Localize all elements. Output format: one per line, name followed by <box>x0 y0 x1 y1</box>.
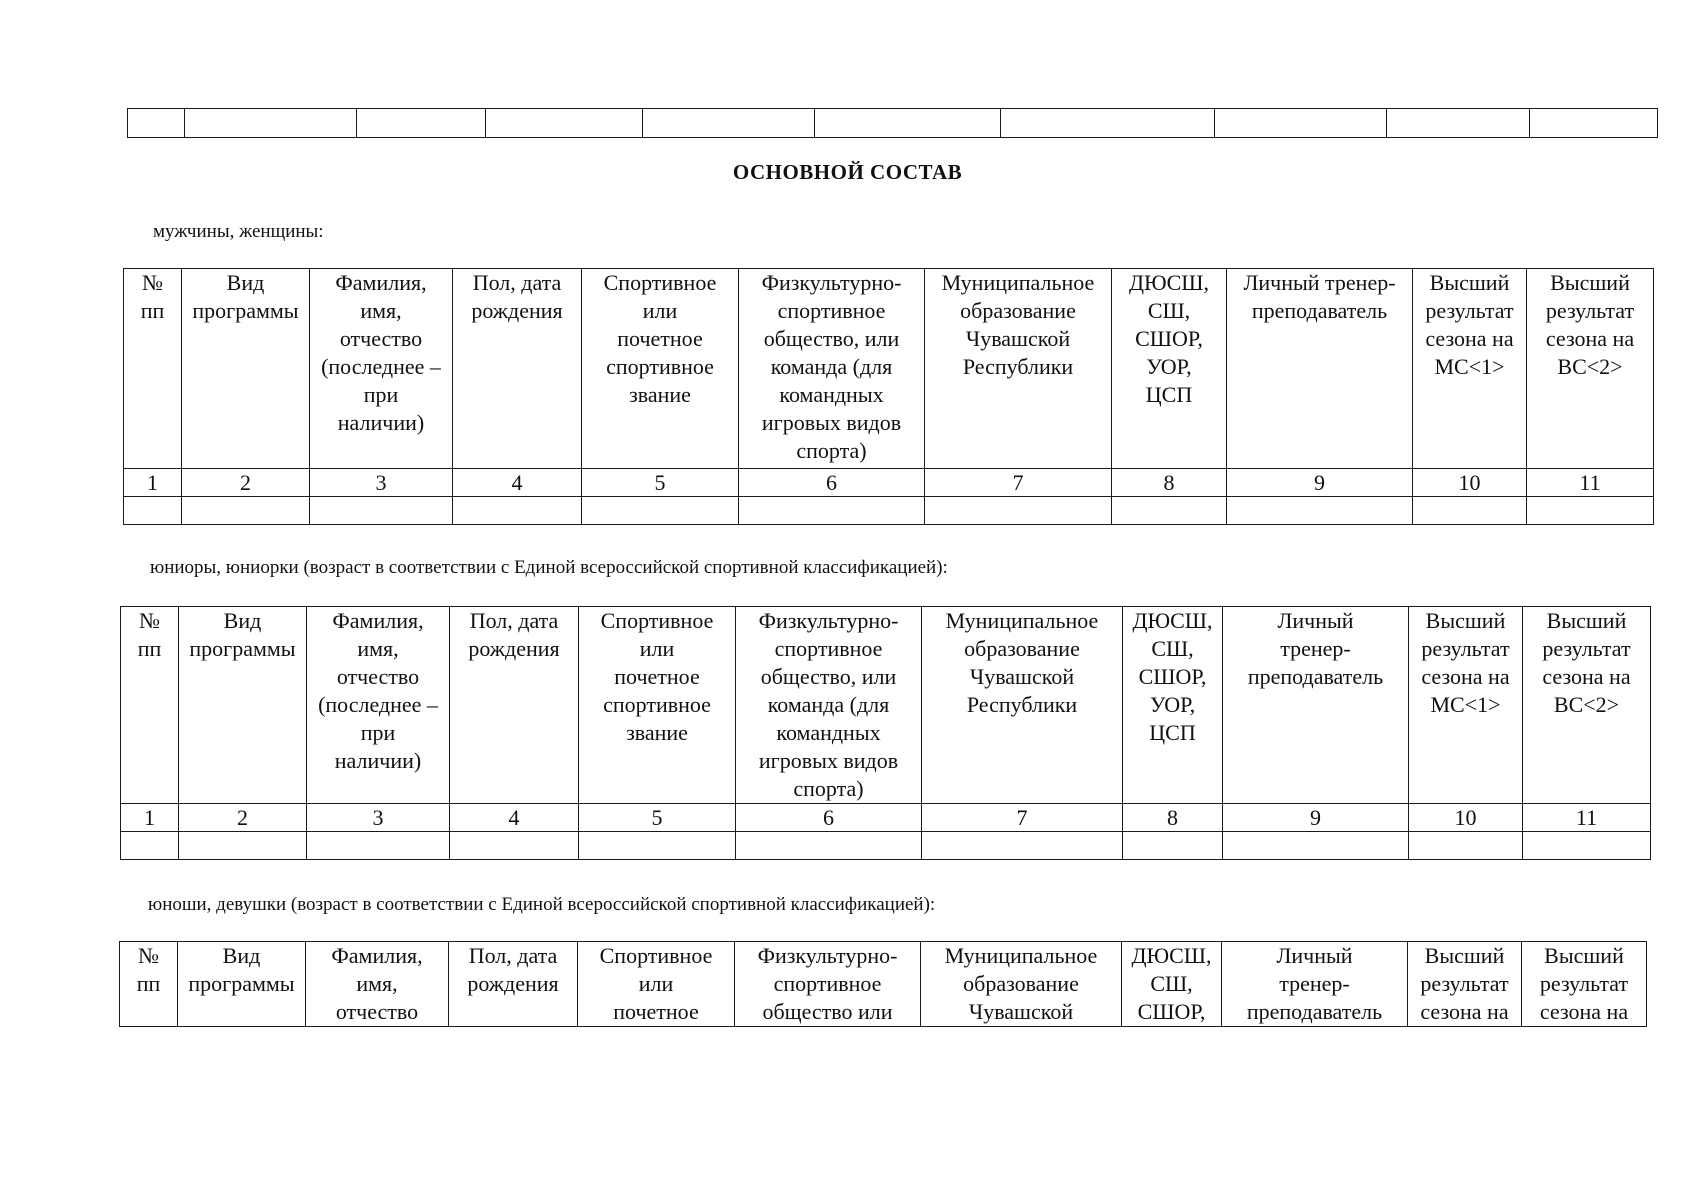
column-header-line: образование <box>963 971 1079 996</box>
column-header-line: сезона на <box>1539 999 1629 1024</box>
column-header-line: сезона на <box>1425 326 1514 351</box>
column-header-line: ЦСП <box>1145 382 1193 407</box>
column-header-7 <box>925 269 1112 469</box>
column-header-6 <box>739 269 925 469</box>
column-number: 1 <box>121 804 179 832</box>
column-header-line: результат <box>1542 636 1631 661</box>
column-header-line: тренер- <box>1280 636 1351 661</box>
column-header-line: Высший <box>1429 270 1510 295</box>
column-header-3 <box>307 607 450 804</box>
column-number: 11 <box>1523 804 1651 832</box>
column-header-line: командных <box>776 720 881 745</box>
column-header-line: общество, или <box>763 326 900 351</box>
column-header-8 <box>1122 942 1222 1027</box>
column-header-line: МС<1> <box>1430 692 1501 717</box>
column-header-line: Пол, дата <box>472 270 562 295</box>
column-header-line: № <box>142 270 163 295</box>
column-header-line: Высший <box>1550 270 1630 295</box>
column-header-line: преподаватель <box>1251 298 1388 323</box>
column-header-line: СШОР, <box>1138 664 1207 689</box>
column-number: 9 <box>1227 469 1413 497</box>
column-header-line: пп <box>136 971 161 996</box>
column-header-line: СШ, <box>1150 971 1193 996</box>
column-number: 2 <box>182 469 310 497</box>
column-header-line: Высший <box>1425 608 1506 633</box>
column-number: 6 <box>739 469 925 497</box>
column-header-3 <box>310 269 453 469</box>
column-header-line: Физкультурно- <box>757 943 898 968</box>
column-header-9 <box>1227 269 1413 469</box>
column-header-line: или <box>642 298 678 323</box>
column-header-line: имя, <box>357 636 399 661</box>
column-header-line: наличии) <box>337 410 425 435</box>
column-header-9 <box>1222 942 1408 1027</box>
column-header-line: ДЮСШ, <box>1131 943 1212 968</box>
table-youth <box>119 941 1647 1027</box>
column-header-line: Чувашской <box>969 664 1075 689</box>
column-header-line: игровых видов <box>758 748 899 773</box>
column-header-line: при <box>363 382 399 407</box>
column-header-6 <box>735 942 921 1027</box>
column-header-line: программы <box>188 971 295 996</box>
column-number: 10 <box>1409 804 1523 832</box>
column-header-line: Вид <box>226 270 265 295</box>
header-row <box>121 607 1651 804</box>
column-header-line: программы <box>192 298 299 323</box>
column-header-line: Чувашской <box>968 999 1074 1024</box>
column-header-line: Республики <box>962 354 1074 379</box>
table-adults <box>123 268 1654 525</box>
column-header-line: Спортивное <box>599 943 713 968</box>
column-header-11 <box>1523 607 1651 804</box>
column-header-line: сезона на <box>1421 664 1510 689</box>
column-header-line: Личный <box>1277 608 1354 633</box>
column-header-line: № <box>138 943 159 968</box>
header-row <box>124 269 1654 469</box>
column-header-line: пп <box>140 298 165 323</box>
column-header-line: спортивное <box>777 298 886 323</box>
column-header-line: Высший <box>1424 943 1505 968</box>
column-header-line: преподаватель <box>1246 999 1383 1024</box>
column-number: 3 <box>307 804 450 832</box>
column-number-row <box>121 804 1651 832</box>
column-number: 3 <box>310 469 453 497</box>
column-header-line: тренер- <box>1279 971 1350 996</box>
column-header-line: Высший <box>1544 943 1624 968</box>
column-header-line: ЦСП <box>1149 720 1196 745</box>
blank-row <box>128 109 1658 138</box>
column-header-line: (последнее – <box>321 354 441 379</box>
column-header-line: ДЮСШ, <box>1132 608 1213 633</box>
column-header-line: Фамилия, <box>335 270 427 295</box>
column-number: 8 <box>1112 469 1227 497</box>
column-header-line: СШ, <box>1147 298 1191 323</box>
column-header-line: Личный <box>1276 943 1353 968</box>
column-header-line: спортивное <box>774 636 883 661</box>
column-header-line: УОР, <box>1149 692 1196 717</box>
column-header-line: СШ, <box>1151 636 1194 661</box>
column-header-line: почетное <box>614 664 700 689</box>
column-header-line: Пол, дата <box>469 608 559 633</box>
column-number: 4 <box>453 469 582 497</box>
column-header-line: почетное <box>617 326 703 351</box>
column-header-line: команда (для <box>767 692 890 717</box>
column-header-line: наличии) <box>334 748 422 773</box>
column-header-line: звание <box>629 382 691 407</box>
column-header-line: Вид <box>223 608 262 633</box>
column-header-1 <box>121 607 179 804</box>
column-header-line: игровых видов <box>761 410 902 435</box>
column-header-line: МС<1> <box>1434 354 1505 379</box>
column-header-5 <box>579 607 736 804</box>
column-header-8 <box>1112 269 1227 469</box>
column-header-line: рождения <box>471 298 563 323</box>
column-header-2 <box>178 942 306 1027</box>
column-header-line: ВС<2> <box>1553 692 1620 717</box>
column-header-line: рождения <box>467 971 559 996</box>
column-header-line: ВС<2> <box>1557 354 1623 379</box>
caption-youth: юноши, девушки (возраст в соответствии с Единой всероссийской спортивной классификацией): <box>148 894 936 915</box>
column-header-2 <box>179 607 307 804</box>
column-header-line: Пол, дата <box>468 943 558 968</box>
column-header-line: звание <box>626 720 688 745</box>
column-header-10 <box>1413 269 1527 469</box>
column-header-line: Муниципальное <box>945 608 1099 633</box>
column-number: 1 <box>124 469 182 497</box>
column-header-line: Спортивное <box>603 270 717 295</box>
column-header-line: результат <box>1539 971 1629 996</box>
previous-table-bottom-row <box>127 108 1658 138</box>
table-row <box>121 832 1651 860</box>
column-header-line: № <box>139 608 160 633</box>
column-header-line: Муниципальное <box>941 270 1095 295</box>
column-header-line: имя, <box>356 971 398 996</box>
column-header-line: общество, или <box>760 664 897 689</box>
column-header-line: Чувашской <box>965 326 1071 351</box>
column-header-line: спортивное <box>773 971 882 996</box>
column-header-line: результат <box>1421 636 1510 661</box>
column-header-1 <box>120 942 178 1027</box>
column-header-line: Вид <box>222 943 261 968</box>
column-header-2 <box>182 269 310 469</box>
column-header-line: Физкультурно- <box>761 270 902 295</box>
column-header-line: почетное <box>613 999 699 1024</box>
column-header-7 <box>921 942 1122 1027</box>
column-header-line: имя, <box>360 298 402 323</box>
column-header-line: командных <box>779 382 884 407</box>
column-header-line: Физкультурно- <box>758 608 899 633</box>
column-number: 9 <box>1223 804 1409 832</box>
column-header-6 <box>736 607 922 804</box>
column-header-7 <box>922 607 1123 804</box>
column-header-line: Высший <box>1546 608 1627 633</box>
column-header-line: спорта) <box>796 438 867 463</box>
column-header-line: отчество <box>335 999 419 1024</box>
column-number: 6 <box>736 804 922 832</box>
column-header-10 <box>1409 607 1523 804</box>
column-header-line: результат <box>1545 298 1635 323</box>
column-header-line: рождения <box>468 636 560 661</box>
column-header-line: сезона на <box>1420 999 1509 1024</box>
table-juniors <box>120 606 1651 860</box>
column-header-line: преподаватель <box>1247 664 1384 689</box>
column-header-line: или <box>639 636 675 661</box>
column-number: 5 <box>579 804 736 832</box>
column-header-line: сезона на <box>1545 326 1635 351</box>
column-header-line: пп <box>137 636 162 661</box>
column-number: 5 <box>582 469 739 497</box>
column-header-line: общество или <box>762 999 893 1024</box>
column-header-line: команда (для <box>770 354 893 379</box>
column-header-line: ДЮСШ, <box>1129 270 1209 295</box>
column-header-line: спортивное <box>606 354 714 379</box>
column-number: 7 <box>925 469 1112 497</box>
column-header-8 <box>1123 607 1223 804</box>
column-number: 4 <box>450 804 579 832</box>
column-header-line: (последнее – <box>318 692 438 717</box>
column-header-line: СШОР, <box>1137 999 1206 1024</box>
column-header-1 <box>124 269 182 469</box>
column-header-10 <box>1408 942 1522 1027</box>
column-header-11 <box>1527 269 1654 469</box>
column-header-line: Спортивное <box>600 608 714 633</box>
column-header-line: спортивное <box>603 692 711 717</box>
column-header-line: Фамилия, <box>332 608 424 633</box>
column-header-line: или <box>638 971 674 996</box>
column-header-line: отчество <box>336 664 420 689</box>
column-header-line: УОР, <box>1146 354 1192 379</box>
column-header-5 <box>578 942 735 1027</box>
column-header-line: Республики <box>966 692 1078 717</box>
column-header-line: отчество <box>339 326 423 351</box>
column-header-line: результат <box>1425 298 1514 323</box>
column-header-line: результат <box>1420 971 1509 996</box>
column-header-line: Фамилия, <box>331 943 423 968</box>
column-header-line: Личный тренер- <box>1243 270 1396 295</box>
column-header-3 <box>306 942 449 1027</box>
table-row <box>124 497 1654 525</box>
column-number: 10 <box>1413 469 1527 497</box>
column-header-4 <box>449 942 578 1027</box>
column-header-line: при <box>360 720 396 745</box>
column-number: 11 <box>1527 469 1654 497</box>
column-header-line: образование <box>960 298 1076 323</box>
column-header-line: спорта) <box>793 776 864 801</box>
section-title: ОСНОВНОЙ СОСТАВ <box>732 160 963 184</box>
column-header-line: образование <box>964 636 1080 661</box>
header-row <box>120 942 1647 1027</box>
column-number: 7 <box>922 804 1123 832</box>
column-header-line: Муниципальное <box>944 943 1098 968</box>
column-header-line: программы <box>189 636 296 661</box>
column-header-4 <box>450 607 579 804</box>
column-number-row <box>124 469 1654 497</box>
column-header-5 <box>582 269 739 469</box>
column-header-11 <box>1522 942 1647 1027</box>
column-number: 2 <box>179 804 307 832</box>
caption-juniors: юниоры, юниорки (возраст в соответствии с Единой всероссийской спортивной классификацией): <box>150 557 948 578</box>
caption-adults: мужчины, женщины: <box>153 221 324 242</box>
column-number: 8 <box>1123 804 1223 832</box>
column-header-line: сезона на <box>1542 664 1631 689</box>
column-header-line: СШОР, <box>1135 326 1203 351</box>
column-header-9 <box>1223 607 1409 804</box>
column-header-4 <box>453 269 582 469</box>
